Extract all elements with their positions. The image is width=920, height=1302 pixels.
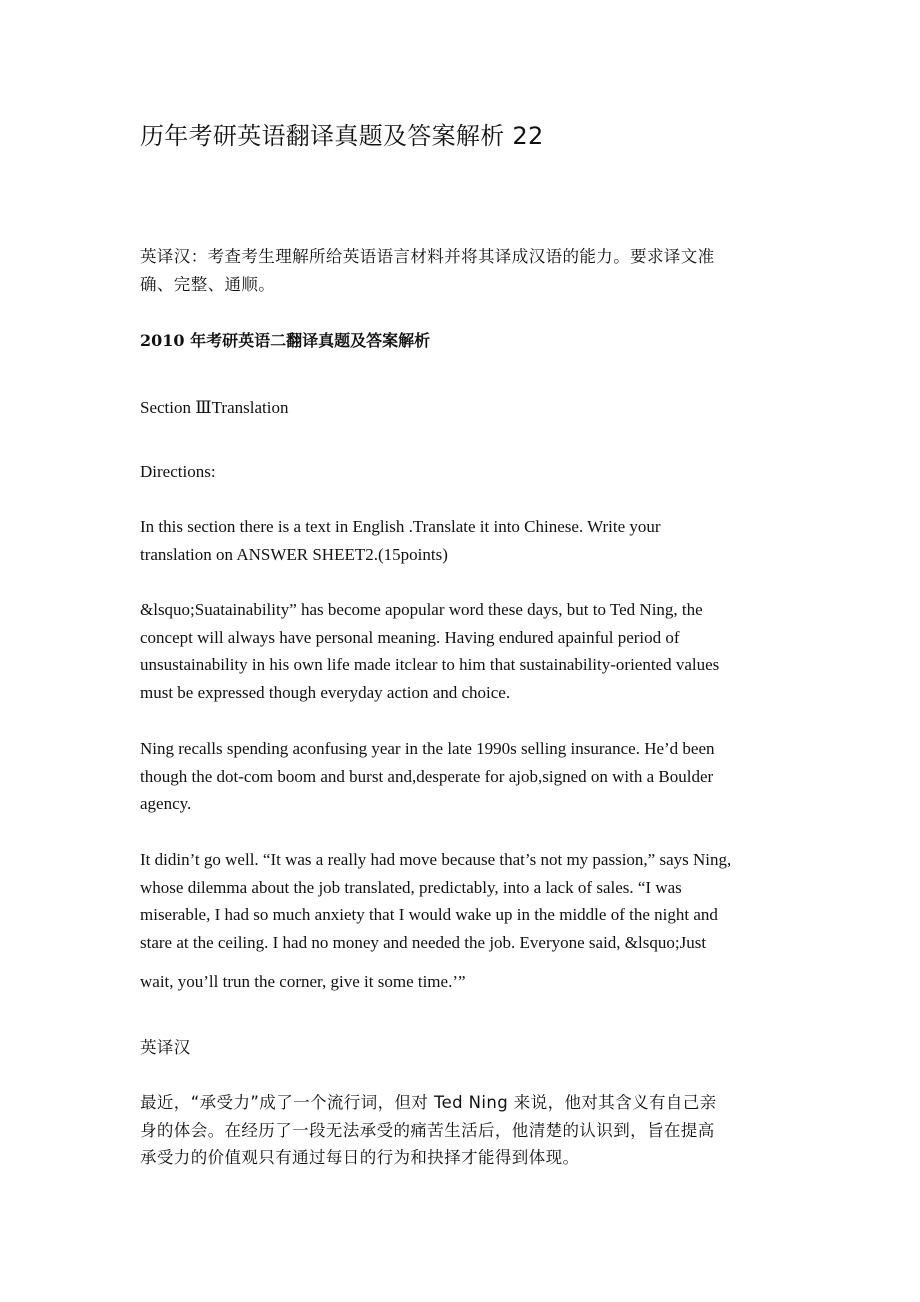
passage-line: It didin’t go well. “It was a really had move because that’s not my passion,” says Ning, [140,850,732,869]
translation-line: 身的体会。在经历了一段无法承受的痛苦生活后，他清楚的认识到，旨在提高 [140,1120,715,1140]
directions-label: Directions: [140,462,216,481]
page-title: 历年考研英语翻译真题及答案解析 22 [140,122,544,150]
translation-line: 最近，“承受力”成了一个流行词，但对 Ted Ning 来说，他对其含义有自己亲 [140,1093,717,1112]
passage-line: though the dot-com boom and burst and,desperate for ajob,signed on with a Boulder [140,766,714,786]
passage-line: stare at the ceiling. I had no money and needed the job. Everyone said, &lsquo;Just [140,932,707,952]
passage-line: unsustainability in his own life made itclear to him that sustainability-oriented values [140,655,720,674]
passage-line: Ning recalls spending aconfusing year in the late 1990s selling insurance. He’d been [140,739,715,758]
passage-line: must be expressed though everyday action and choice. [140,682,511,702]
passage-paragraph-2 [140,735,790,818]
passage-line: wait, you’ll trun the corner, give it some time.’” [140,972,466,991]
intro-line: 英译汉：考查考生理解所给英语语言材料并将其译成汉语的能力。要求译文准 [140,247,715,266]
passage-line: concept will always have personal meaning. Having endured apainful period of [140,627,680,647]
passage-line: agency. [140,794,192,813]
intro-paragraph [140,243,790,298]
section-label: Section ⅢTranslation [140,398,289,417]
translation-paragraph [140,1089,790,1172]
intro-line: 确、完整、通顺。 [140,274,276,294]
directions-line: In this section there is a text in English .Translate it into Chinese. Write your [140,517,661,536]
directions-line: translation on ANSWER SHEET2.(15points) [140,544,448,564]
passage-line: &lsquo;Suatainability” has become apopular word these days, but to Ted Ning, the [140,600,703,619]
directions-text [140,513,790,568]
translation-line: 承受力的价值观只有通过每日的行为和抉择才能得到体现。 [140,1148,580,1167]
passage-paragraph-3 [140,846,790,996]
section-heading: 2010 年考研英语二翻译真题及答案解析 [140,331,431,350]
translation-label: 英译汉 [140,1038,191,1057]
passage-paragraph-1 [140,596,790,706]
passage-line: miserable, I had so much anxiety that I would wake up in the middle of the night and [140,905,718,924]
passage-line: whose dilemma about the job translated, predictably, into a lack of sales. “I was [140,877,682,897]
